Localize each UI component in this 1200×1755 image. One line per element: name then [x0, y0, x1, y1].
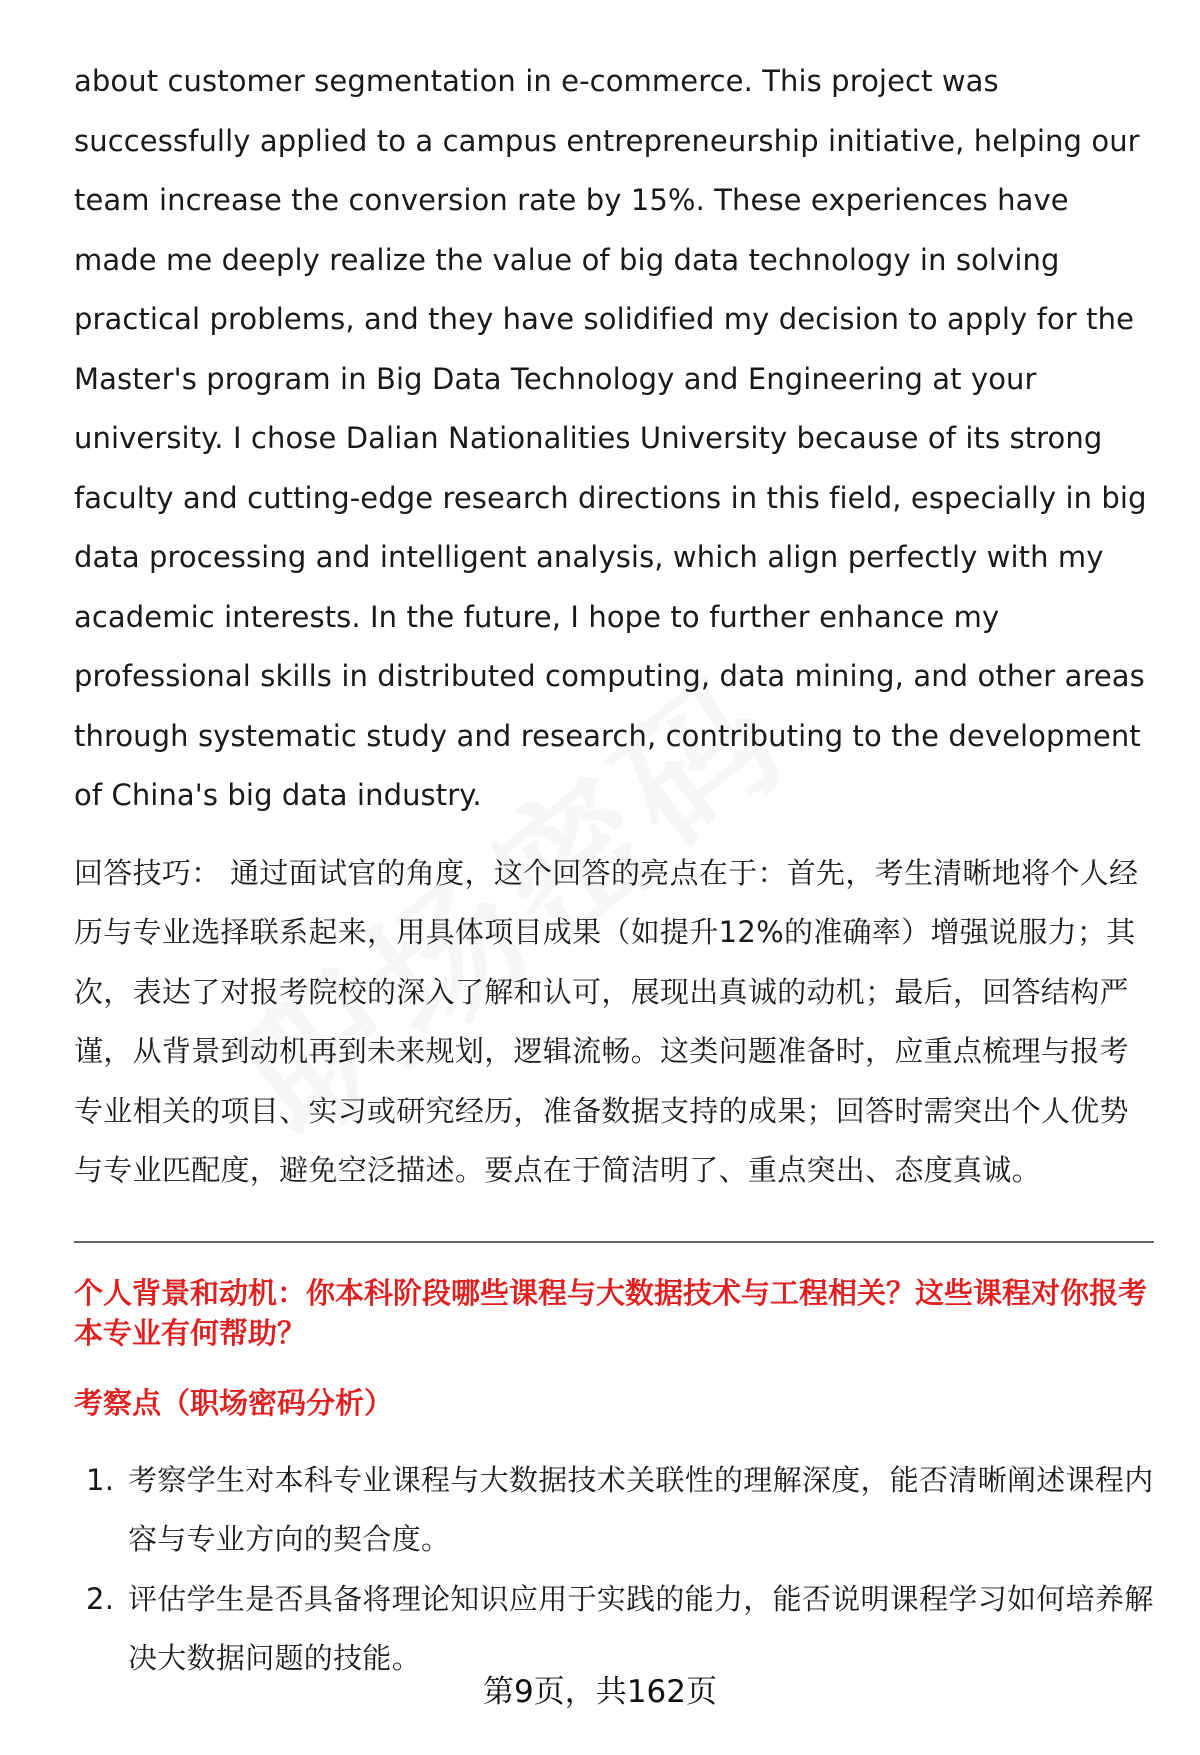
assessment-points-list: [74, 1451, 1154, 1689]
section-divider: [74, 1241, 1154, 1243]
tips-label: 回答技巧：: [74, 855, 221, 890]
list-item-text: 评估学生是否具备将理论知识应用于实践的能力，能否说明课程学习如何培养解决大数据问题的技能。: [128, 1581, 1154, 1675]
list-item-number: 1.: [86, 1462, 115, 1497]
question-heading: 个人背景和动机：你本科阶段哪些课程与大数据技术与工程相关？这些课程对你报考本专业有何帮助？: [74, 1275, 1148, 1350]
list-item-text: 考察学生对本科专业课程与大数据技术关联性的理解深度，能否清晰阐述课程内容与专业方向的契合度。: [128, 1462, 1154, 1556]
list-item-number: 2.: [86, 1581, 115, 1616]
answer-paragraph: about customer segmentation in e-commerce. This project was successfully applied to a campus entrepreneurship initiative, helping our team increase the conversion rate by 15%. These experiences have made me deeply realize the value of big data technology in solving practical problems, and they have solidified my decision to apply for the Master's program in Big Data Technology and Engineering at your university. I chose Dalian Nationalities University because of its strong faculty and cutting-edge research directions in this field, especially in big data processing and intelligent analysis, which align perfectly with my academic interests. In the future, I hope to further enhance my professional skills in distributed computing, data mining, and other areas through systematic study and research, contributing to the development of China's big data industry.: [74, 64, 1147, 812]
tips-paragraph: [74, 844, 1154, 1201]
list-item: [74, 1451, 1154, 1570]
tips-text: 通过面试官的角度，这个回答的亮点在于：首先，考生清晰地将个人经历与专业选择联系起来，用具体项目成果（如提升12%的准确率）增强说服力；其次，表达了对报考院校的深入了解和认可，展现出真诚的动机；最后，回答结构严谨，从背景到动机再到未来规划，逻辑流畅。这类问题准备时，应重点梳理与报考专业相关的项目、实习或研究经历，准备数据支持的成果；回答时需突出个人优势与专业匹配度，避免空泛描述。要点在于简洁明了、重点突出、态度真诚。: [74, 855, 1139, 1187]
document-page: [74, 52, 1154, 1689]
page-footer: 第9页，共162页: [483, 1674, 717, 1710]
list-item: [74, 1570, 1154, 1689]
assessment-points-title: 考察点（职场密码分析）: [74, 1385, 394, 1420]
